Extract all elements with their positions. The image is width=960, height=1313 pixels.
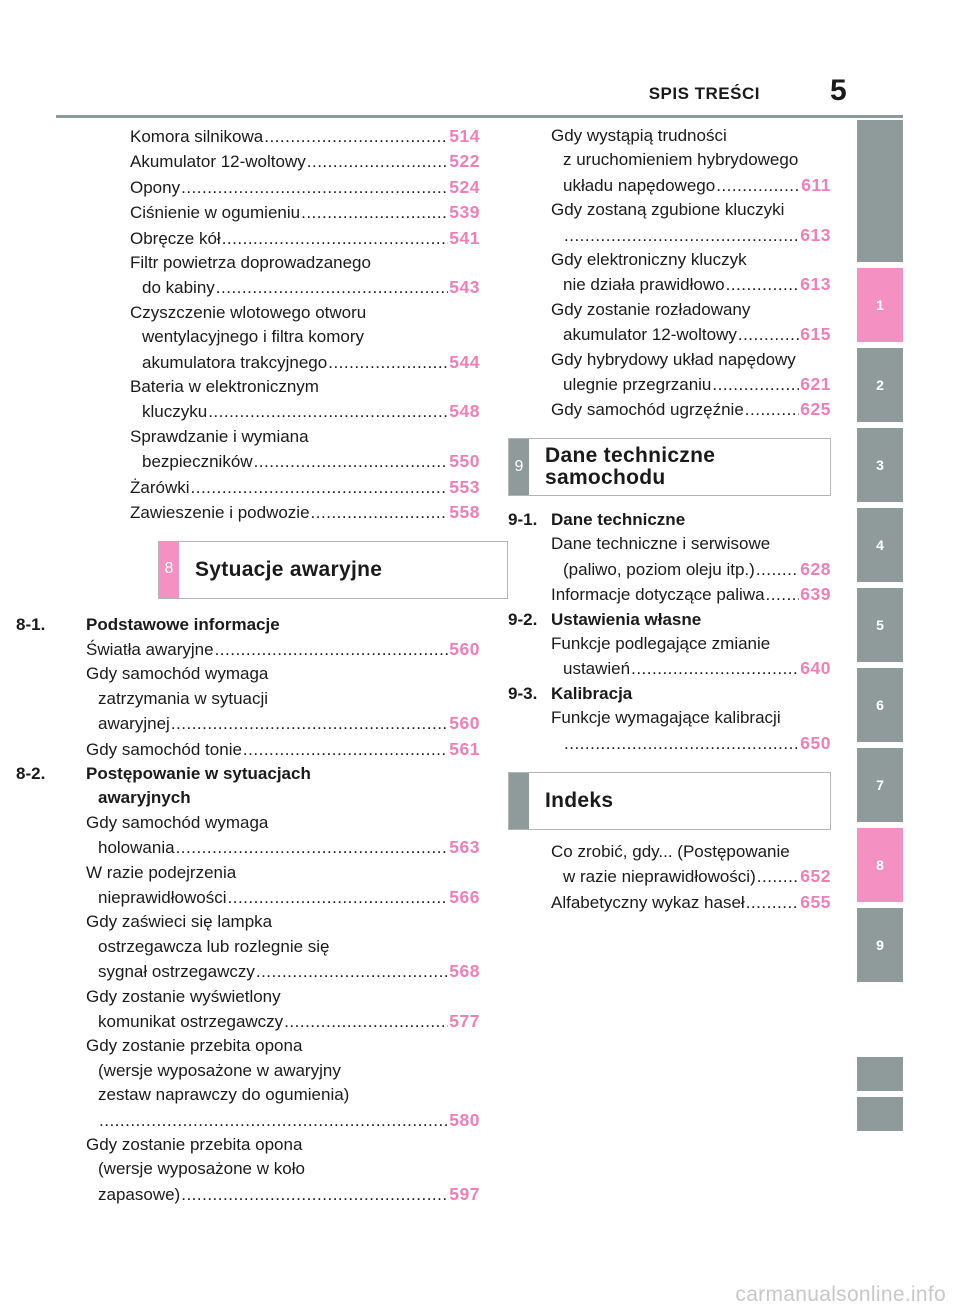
toc-entry-line-last: [551, 272, 831, 297]
section-8-2-title: Postępowanie w sytuacjach: [86, 763, 311, 783]
dot-leader: [256, 960, 448, 984]
sidebar-tab-blank[interactable]: [857, 1097, 903, 1131]
toc-entry-text: Gdy zostanie przebita opona: [86, 1036, 303, 1056]
toc-entry[interactable]: [551, 706, 831, 756]
toc-entry-text: Gdy samochód ugrzęźnie: [551, 400, 744, 420]
section-8: [16, 613, 480, 1208]
sidebar-tab-chapter-7[interactable]: 7: [857, 748, 903, 822]
toc-entry-line: [551, 148, 831, 172]
toc-entry-text: Gdy samochód wymaga: [86, 664, 269, 684]
toc-entry-line: [551, 840, 831, 864]
toc-entry-text: Gdy zostanie przebita opona: [86, 1135, 303, 1155]
toc-entry-text: z uruchomieniem hybrydowego: [563, 150, 799, 170]
toc-page-number[interactable]: 566: [449, 886, 480, 907]
toc-entry-line-last: [551, 397, 831, 422]
toc-entry[interactable]: [551, 532, 831, 582]
toc-entry[interactable]: [86, 737, 480, 762]
toc-page-number[interactable]: 543: [449, 277, 480, 298]
section-9-1-number: 9-1.: [508, 509, 538, 529]
toc-entry[interactable]: [130, 175, 480, 200]
toc-entry-text: Funkcje wymagające kalibracji: [551, 708, 781, 728]
toc-entry-text: (wersje wyposażone w awaryjny: [98, 1060, 341, 1080]
toc-entry-text: Opony: [130, 177, 181, 197]
toc-entry-line-last: [551, 864, 831, 889]
toc-entry-line-last: [130, 226, 480, 251]
dot-leader: [766, 583, 800, 607]
toc-entry-text: do kabiny: [142, 278, 215, 298]
toc-entry-line-last: [130, 350, 480, 375]
toc-entry-text: nieprawidłowości: [98, 887, 227, 907]
dot-leader: [222, 227, 449, 251]
dot-leader: [712, 373, 799, 397]
toc-entry-line: [86, 687, 480, 711]
chapter-9-title-line1: Dane techniczne: [545, 443, 716, 467]
toc-entry-line-last: [551, 557, 831, 582]
section-9-1-entries: [551, 532, 831, 607]
toc-entry-line-last: [130, 475, 480, 500]
toc-entry-text: Ciśnienie w ogumieniu: [130, 203, 301, 223]
chapter-9-header[interactable]: [508, 438, 831, 496]
toc-entry-text: awaryjnej: [98, 714, 170, 734]
toc-entry-line-last: [551, 731, 831, 756]
toc-page-number[interactable]: 613: [800, 224, 831, 245]
toc-left-top-entries: [130, 124, 480, 526]
section-9-3-number: 9-3.: [508, 683, 538, 703]
dot-leader: [216, 276, 449, 300]
toc-entry-line: [86, 662, 480, 686]
toc-entry[interactable]: [130, 301, 480, 375]
toc-right-top-entries: [551, 124, 831, 423]
toc-entry-text: Zawieszenie i podwozie: [130, 503, 310, 523]
toc-page-number[interactable]: 639: [800, 584, 831, 605]
toc-entry-line-last: [130, 124, 480, 149]
dot-leader: [307, 150, 449, 174]
toc-entry[interactable]: [130, 425, 480, 475]
toc-entry-line-last: [86, 637, 480, 662]
header-page-number: 5: [830, 74, 847, 107]
toc-entry[interactable]: [130, 226, 480, 251]
toc-entry-line-last: [551, 582, 831, 607]
toc-entry-text: wentylacyjnego i filtra komory: [142, 327, 365, 347]
toc-entry-text: Akumulator 12-woltowy: [130, 152, 306, 172]
toc-page-number[interactable]: 561: [449, 738, 480, 759]
chapter-8-title: Sytuacje awaryjne: [195, 557, 383, 581]
sidebar-tab-blank[interactable]: [857, 1057, 903, 1091]
toc-entry[interactable]: [551, 632, 831, 682]
dot-leader: [328, 351, 448, 375]
index-title: Indeks: [545, 788, 614, 812]
toc-entry[interactable]: [130, 500, 480, 525]
sidebar-tab-chapter-2[interactable]: 2: [857, 348, 903, 422]
toc-entry-line: [551, 348, 831, 372]
section-9-2-heading: [508, 608, 831, 632]
toc-entry[interactable]: [130, 149, 480, 174]
toc-page-number[interactable]: 514: [449, 126, 480, 146]
toc-entry-text: akumulatora trakcyjnego: [142, 352, 328, 372]
toc-entry[interactable]: [551, 582, 831, 607]
watermark: carmanualsonline.info: [735, 1283, 946, 1306]
chapter-9-tab: 9: [509, 439, 529, 495]
index-tab: [509, 773, 529, 829]
toc-page-number[interactable]: 568: [449, 961, 480, 982]
section-8-1-title: Podstawowe informacje: [86, 614, 280, 634]
toc-page-number[interactable]: 577: [449, 1011, 480, 1031]
toc-entry[interactable]: [130, 375, 480, 425]
dot-leader: [564, 224, 799, 248]
toc-page-number[interactable]: 650: [800, 732, 831, 753]
toc-entry[interactable]: [551, 348, 831, 398]
toc-page-number[interactable]: 611: [801, 174, 831, 195]
chapter-9-title-line2: samochodu: [545, 465, 666, 489]
toc-entry[interactable]: [86, 811, 480, 861]
toc-entry-line-last: [130, 175, 480, 200]
toc-entry-line: [86, 811, 480, 835]
dot-leader: [208, 400, 448, 424]
toc-entry-line-last: [551, 223, 831, 248]
toc-left-column: [16, 124, 480, 1207]
toc-entry-text: ustawień: [563, 659, 631, 679]
dot-leader: [745, 398, 800, 422]
toc-entry-line-last: [551, 322, 831, 347]
sidebar-tab-chapter-6[interactable]: 6: [857, 668, 903, 742]
toc-entry-line-last: [130, 399, 480, 424]
toc-entry[interactable]: [86, 637, 480, 662]
toc-entry[interactable]: [86, 1133, 480, 1207]
toc-page-number[interactable]: 544: [449, 351, 480, 372]
toc-entry-line: [551, 532, 831, 556]
dot-leader: [176, 836, 449, 860]
toc-entry-text: Gdy zaświeci się lampka: [86, 912, 273, 932]
section-9-3-heading: [508, 682, 831, 706]
toc-entry[interactable]: [130, 475, 480, 500]
toc-entry[interactable]: [551, 198, 831, 248]
toc-entry-line: [130, 425, 480, 449]
index-entries: [551, 840, 831, 915]
dot-leader: [746, 891, 800, 915]
toc-page-number[interactable]: 625: [800, 399, 831, 420]
section-9-1-title: Dane techniczne: [551, 509, 686, 529]
toc-entry-text: w razie nieprawidłowości): [563, 867, 756, 887]
toc-page-number[interactable]: 628: [800, 558, 831, 579]
toc-entry-line-last: [86, 1108, 480, 1133]
dot-leader: [284, 1010, 448, 1034]
dot-leader: [254, 450, 449, 474]
dot-leader: [243, 738, 448, 762]
toc-entry-text: zapasowe): [98, 1184, 181, 1204]
dot-leader: [264, 125, 448, 149]
toc-page-number[interactable]: 621: [800, 374, 831, 395]
toc-entry-line-last: [86, 737, 480, 762]
dot-leader: [181, 176, 448, 200]
toc-entry-line: [86, 1034, 480, 1058]
toc-entry-text: Co zrobić, gdy... (Postępowanie: [551, 841, 790, 861]
toc-page-number[interactable]: 615: [800, 324, 831, 345]
toc-page-number[interactable]: 550: [449, 451, 480, 472]
section-8-2-number: 8-2.: [16, 763, 46, 783]
dot-leader: [716, 174, 800, 198]
toc-entry-line-last: [551, 890, 831, 915]
sidebar-tab-chapter-3[interactable]: 3: [857, 428, 903, 502]
toc-entry-line-last: [86, 959, 480, 984]
toc-entry-text: Gdy samochód wymaga: [86, 812, 269, 832]
toc-page-number[interactable]: 597: [449, 1183, 480, 1204]
section-9-2-number: 9-2.: [508, 609, 538, 629]
toc-entry-line: [551, 706, 831, 730]
toc-entry[interactable]: [551, 124, 831, 198]
dot-leader: [99, 1109, 448, 1133]
toc-entry[interactable]: [551, 890, 831, 915]
toc-entry-line-last: [86, 1009, 480, 1034]
header-title: SPIS TREŚCI: [648, 84, 760, 103]
toc-entry-text: Alfabetyczny wykaz haseł: [551, 892, 745, 912]
toc-entry-text: zatrzymania w sytuacji: [98, 688, 269, 708]
toc-right-column: [508, 124, 831, 915]
toc-entry-text: Czyszczenie wlotowego otworu: [130, 302, 367, 322]
toc-entry-text: Gdy hybrydowy układ napędowy: [551, 349, 796, 369]
dot-leader: [301, 201, 448, 225]
toc-entry-text: ostrzegawcza lub rozlegnie się: [98, 936, 330, 956]
toc-page-number[interactable]: 652: [800, 866, 831, 887]
section-8-2-entries: [86, 811, 480, 1208]
sidebar-tab-chapter-9[interactable]: 9: [857, 908, 903, 982]
toc-entry-line: [130, 251, 480, 275]
toc-entry[interactable]: [86, 910, 480, 984]
dot-leader: [756, 558, 799, 582]
toc-entry[interactable]: [551, 397, 831, 422]
toc-entry-text: Informacje dotyczące paliwa: [551, 585, 765, 605]
chapter-8-tab: 8: [159, 542, 179, 598]
toc-entry[interactable]: [86, 662, 480, 736]
toc-entry-line: [130, 375, 480, 399]
toc-page-number[interactable]: 655: [800, 891, 831, 912]
toc-page-number[interactable]: 522: [449, 151, 480, 172]
toc-entry-line: [551, 298, 831, 322]
toc-entry-line-last: [551, 656, 831, 681]
toc-entry-line-last: [130, 449, 480, 474]
dot-leader: [215, 638, 449, 662]
toc-page-number[interactable]: 548: [449, 401, 480, 422]
toc-entry-line-last: [130, 149, 480, 174]
section-8-1-heading: [16, 613, 480, 637]
toc-entry[interactable]: [86, 1034, 480, 1133]
toc-entry-text: Gdy elektroniczny kluczyk: [551, 250, 747, 270]
toc-entry-line-last: [130, 275, 480, 300]
toc-entry-line: [86, 910, 480, 934]
toc-entry[interactable]: [86, 861, 480, 911]
dot-leader: [228, 886, 449, 910]
toc-entry-text: Funkcje podlegające zmianie: [551, 633, 771, 653]
toc-entry-line-last: [130, 500, 480, 525]
dot-leader: [564, 732, 799, 756]
toc-entry-line: [130, 301, 480, 325]
dot-leader: [738, 323, 799, 347]
toc-entry[interactable]: [551, 840, 831, 890]
toc-entry-text: ulegnie przegrzaniu: [563, 375, 712, 395]
toc-page-number[interactable]: 560: [449, 713, 480, 734]
toc-entry-text: Światła awaryjne: [86, 639, 214, 659]
toc-entry-text: Gdy zostaną zgubione kluczyki: [551, 200, 785, 220]
dot-leader: [171, 712, 448, 736]
toc-entry-line: [86, 985, 480, 1009]
toc-entry-line: [130, 325, 480, 349]
section-9-2-title: Ustawienia własne: [551, 609, 702, 629]
toc-entry-text: akumulator 12-woltowy: [563, 325, 737, 345]
toc-entry-line: [86, 935, 480, 959]
toc-entry-text: Bateria w elektronicznym: [130, 377, 319, 397]
toc-page-number[interactable]: 539: [449, 202, 480, 223]
section-8-2-heading: [16, 762, 480, 786]
toc-entry-text: holowania: [98, 838, 175, 858]
toc-entry-line: [86, 1133, 480, 1157]
toc-entry-text: (paliwo, poziom oleju itp.): [563, 559, 755, 579]
toc-entry[interactable]: [551, 248, 831, 298]
toc-entry[interactable]: [551, 298, 831, 348]
sidebar-tab-chapter-5[interactable]: 5: [857, 588, 903, 662]
toc-entry-line: [551, 248, 831, 272]
toc-page-number[interactable]: 524: [449, 176, 480, 197]
toc-page-number[interactable]: 613: [800, 274, 831, 295]
toc-entry-text: Gdy zostanie wyświetlony: [86, 986, 281, 1006]
toc-entry-text: Komora silnikowa: [130, 127, 264, 146]
section-8-2-title-cont: awaryjnych: [98, 788, 191, 808]
dot-leader: [757, 865, 800, 889]
toc-entry-text: Sprawdzanie i wymiana: [130, 426, 309, 446]
toc-entry-text: kluczyku: [142, 402, 208, 422]
toc-entry-line-last: [86, 885, 480, 910]
toc-entry-text: Gdy zostanie rozładowany: [551, 299, 751, 319]
toc-entry[interactable]: [130, 200, 480, 225]
section-9-2-entries: [551, 632, 831, 682]
toc-entry-text: komunikat ostrzegawczy: [98, 1012, 284, 1031]
section-9-3-entries: [551, 706, 831, 756]
toc-entry-text: nie działa prawidłowo: [563, 275, 725, 295]
toc-entry-text: Gdy wystąpią trudności: [551, 126, 727, 145]
toc-entry[interactable]: [130, 251, 480, 301]
toc-page-number[interactable]: 640: [800, 658, 831, 679]
toc-entry-text: układu napędowego: [563, 175, 716, 195]
toc-entry-text: Gdy samochód tonie: [86, 739, 242, 759]
toc-page-number[interactable]: 580: [449, 1109, 480, 1130]
toc-entry-line: [551, 198, 831, 222]
toc-page-number[interactable]: 541: [449, 227, 480, 248]
header-rule: [56, 115, 903, 118]
toc-page-number[interactable]: 560: [449, 638, 480, 659]
toc-entry-line: [551, 124, 831, 148]
toc-entry-text: W razie podejrzenia: [86, 862, 237, 882]
section-8-1-number: 8-1.: [16, 614, 46, 634]
toc-entry-line-last: [551, 173, 831, 198]
section-9-3-title: Kalibracja: [551, 683, 633, 703]
toc-entry-line-last: [86, 711, 480, 736]
dot-leader: [311, 501, 449, 525]
chapter-8-header[interactable]: [158, 541, 508, 599]
dot-leader: [631, 657, 799, 681]
index-header[interactable]: [508, 772, 831, 830]
sidebar-tab-blank[interactable]: [857, 120, 903, 262]
toc-entry-text: Obręcze kół: [130, 228, 221, 248]
chapter-9-title: [529, 439, 715, 495]
toc-entry-text: sygnał ostrzegawczy: [98, 962, 255, 982]
toc-entry[interactable]: [86, 985, 480, 1035]
toc-entry-line-last: [86, 835, 480, 860]
toc-entry-line-last: [551, 372, 831, 397]
toc-entry-text: Filtr powietrza doprowadzanego: [130, 253, 371, 273]
toc-entry-line: [86, 1059, 480, 1083]
toc-entry-line-last: [86, 1182, 480, 1207]
sidebar-tab-chapter-4[interactable]: 4: [857, 508, 903, 582]
sidebar-tab-chapter-1[interactable]: 1: [857, 268, 903, 342]
toc-entry-line: [86, 1083, 480, 1107]
toc-entry-line: [86, 861, 480, 885]
toc-page-number[interactable]: 558: [449, 502, 480, 523]
toc-entry-text: Żarówki: [130, 477, 190, 497]
sidebar-tab-chapter-8[interactable]: 8: [857, 828, 903, 902]
toc-page-number[interactable]: 563: [449, 837, 480, 858]
toc-entry-text: Dane techniczne i serwisowe: [551, 534, 771, 554]
toc-entry-line: [86, 1157, 480, 1181]
toc-entry-line-last: [130, 200, 480, 225]
dot-leader: [726, 273, 800, 297]
dot-leader: [181, 1183, 448, 1207]
section-9-1-heading: [508, 508, 831, 532]
toc-entry-line: [551, 632, 831, 656]
dot-leader: [191, 476, 449, 500]
toc-entry-text: (wersje wyposażone w koło: [98, 1159, 305, 1179]
section-8-1-entries: [86, 637, 480, 762]
toc-entry-text: zestaw naprawczy do ogumienia): [98, 1085, 350, 1105]
toc-entry-text: bezpieczników: [142, 452, 253, 472]
toc-entry[interactable]: [130, 124, 480, 149]
toc-page-number[interactable]: 553: [449, 476, 480, 497]
